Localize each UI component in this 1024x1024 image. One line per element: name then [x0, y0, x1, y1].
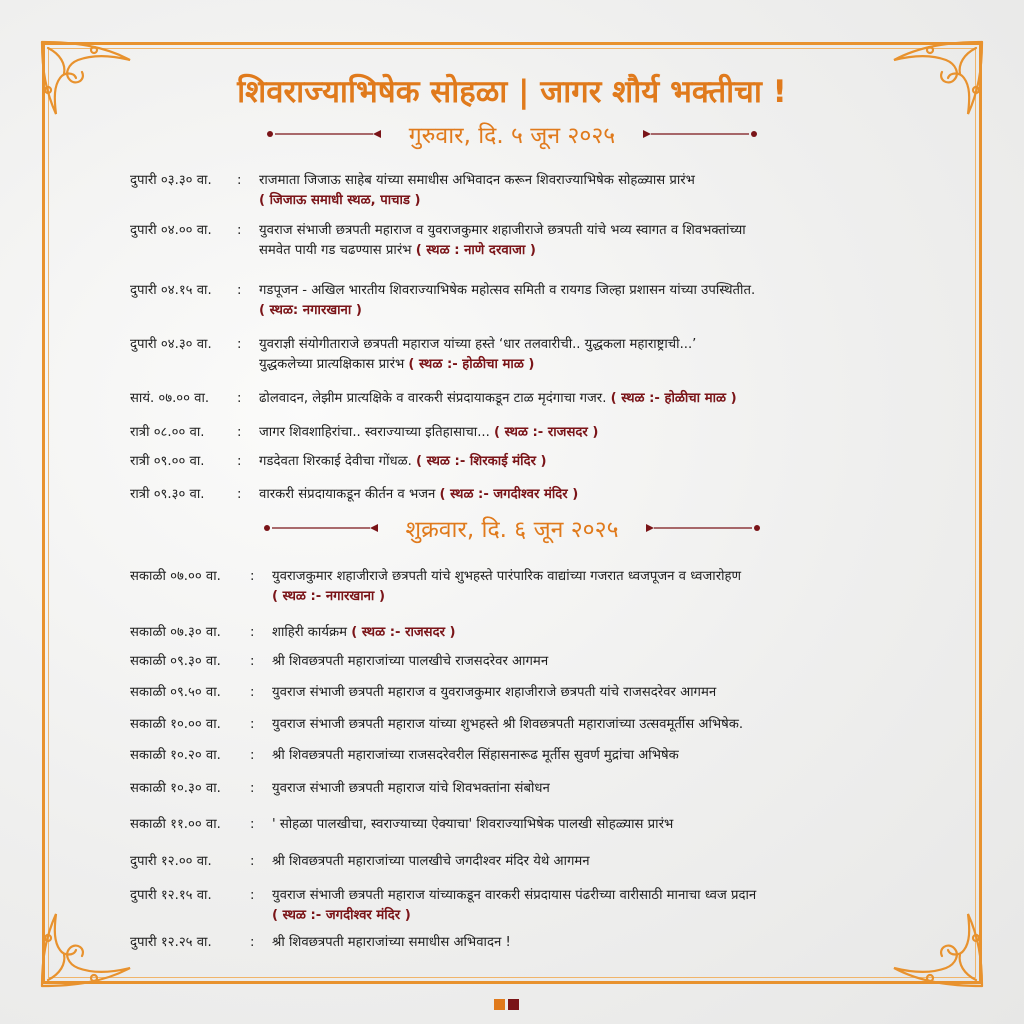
description-line	[272, 683, 716, 703]
event-time: सकाळी ०९.३० वा.	[130, 654, 221, 669]
divider-ornament-icon	[644, 522, 762, 534]
event-description	[272, 683, 716, 703]
time-separator: :	[237, 425, 242, 440]
time-separator: :	[237, 223, 242, 238]
time-separator: :	[237, 283, 242, 298]
event-description	[259, 485, 578, 505]
time-separator: :	[250, 888, 255, 903]
time-separator: :	[237, 391, 242, 406]
event-description	[259, 389, 737, 409]
time-separator: :	[237, 454, 242, 469]
description-line	[272, 652, 548, 672]
description-line	[272, 815, 673, 835]
description-text: श्री शिवछत्रपती महाराजांच्या पालखीचे जगदीश्वर मंदिर येथे आगमन	[272, 854, 590, 869]
day-heading-text: शुक्रवार, दि. ६ जून २०२५	[405, 517, 619, 543]
description-line	[272, 933, 511, 953]
divider-ornament-icon	[641, 128, 759, 140]
corner-ornament-icon	[880, 904, 990, 994]
event-time: दुपारी ०४.१५ वा.	[130, 283, 212, 298]
time-separator: :	[237, 487, 242, 502]
event-time: रात्री ०९.०० वा.	[130, 454, 205, 469]
description-line	[259, 335, 696, 355]
description-line	[272, 715, 743, 735]
description-line	[272, 746, 679, 766]
description-text: युद्धकलेच्या प्रात्यक्षिकास प्रारंभ	[259, 357, 409, 372]
location-text: ( स्थळ :- होळीचा माळ )	[610, 391, 737, 406]
time-separator: :	[237, 337, 242, 352]
event-description	[272, 886, 756, 926]
event-description	[259, 452, 547, 472]
orange-square-icon	[494, 999, 505, 1010]
event-description	[272, 933, 511, 953]
description-line	[259, 221, 746, 241]
description-line	[259, 241, 746, 261]
event-time: सकाळी १०.३० वा.	[130, 781, 221, 796]
location-text: ( स्थळ :- राजसदर )	[351, 625, 456, 640]
description-line	[272, 587, 741, 607]
event-time: सकाळी ०७.०० वा.	[130, 569, 221, 584]
description-text: युवराज संभाजी छत्रपती महाराज व युवराजकुमार शहाजीराजे छत्रपती यांचे भव्य स्वागत व शिवभक्तांच्या	[259, 223, 746, 238]
description-line	[272, 852, 590, 872]
event-time: सकाळी ०९.५० वा.	[130, 685, 221, 700]
description-text: ढोलवादन, लेझीम प्रात्यक्षिके व वारकरी संप्रदायाकडून टाळ मृदंगाचा गजर.	[259, 391, 611, 406]
location-text: ( स्थळ: नगारखाना )	[259, 303, 362, 318]
event-time: रात्री ०८.०० वा.	[130, 425, 205, 440]
event-time: सायं. ०७.०० वा.	[130, 391, 210, 406]
event-description	[259, 423, 598, 443]
time-separator: :	[250, 569, 255, 584]
time-separator: :	[250, 625, 255, 640]
description-line	[259, 355, 696, 375]
description-text: युवराज संभाजी छत्रपती महाराज यांच्या शुभहस्ते श्री शिवछत्रपती महाराजांच्या उत्सवमूर्तीस अभिषेक.	[272, 717, 744, 732]
description-text: राजमाता जिजाऊ साहेब यांच्या समाधीस अभिवादन करून शिवराज्याभिषेक सोहळ्यास प्रारंभ	[259, 173, 695, 188]
description-text: युवराज्ञी संयोगीताराजे छत्रपती महाराज यांच्या हस्ते ‘धार तलवारीची.. युद्धकला महाराष्ट्राची...’	[259, 337, 697, 352]
time-separator: :	[250, 781, 255, 796]
description-line	[272, 779, 550, 799]
time-separator: :	[250, 854, 255, 869]
event-description	[272, 779, 550, 799]
description-text: श्री शिवछत्रपती महाराजांच्या पालखीचे राजसदरेवर आगमन	[272, 654, 549, 669]
footer-dots	[494, 995, 522, 1014]
event-description	[259, 281, 755, 321]
description-line	[272, 623, 456, 643]
corner-ornament-icon	[34, 904, 144, 994]
description-line	[272, 906, 756, 926]
divider-ornament-icon	[265, 128, 383, 140]
description-text: जागर शिवशाहिरांचा.. स्वराज्याच्या इतिहासाचा...	[259, 425, 494, 440]
time-separator: :	[250, 748, 255, 763]
event-time: सकाळी १०.०० वा.	[130, 717, 221, 732]
event-description	[272, 815, 673, 835]
event-time: दुपारी १२.२५ वा.	[130, 935, 212, 950]
event-description	[259, 221, 746, 261]
time-separator: :	[250, 717, 255, 732]
event-time: दुपारी १२.१५ वा.	[130, 888, 212, 903]
event-time: दुपारी ०४.३० वा.	[130, 337, 212, 352]
description-line	[259, 452, 547, 472]
event-description	[272, 652, 548, 672]
day-heading-text: गुरुवार, दि. ५ जून २०२५	[408, 123, 616, 149]
description-line	[259, 301, 755, 321]
description-text: श्री शिवछत्रपती महाराजांच्या राजसदरेवरील सिंहासनारूढ मूर्तीस सुवर्ण मुद्रांचा अभिषेक	[272, 748, 679, 763]
event-description	[259, 335, 696, 375]
description-text: गडदेवता शिरकाई देवीचा गोंधळ.	[259, 454, 417, 469]
event-description	[272, 746, 679, 766]
description-line	[259, 389, 737, 409]
time-separator: :	[237, 173, 242, 188]
event-time: दुपारी १२.०० वा.	[130, 854, 212, 869]
description-text: युवराजकुमार शहाजीराजे छत्रपती यांचे शुभहस्ते पारंपारिक वाद्यांच्या गजरात ध्वजपूजन व ध्वजारोहण	[272, 569, 742, 584]
location-text: ( स्थळ :- राजसदर )	[493, 425, 599, 440]
description-line	[272, 567, 741, 587]
page-title: शिवराज्याभिषेक सोहळा | जागर शौर्य भक्तीचा !	[237, 74, 787, 110]
description-text: श्री शिवछत्रपती महाराजांच्या समाधीस अभिवादन !	[272, 935, 511, 950]
event-description	[272, 852, 590, 872]
description-line	[259, 485, 578, 505]
description-line	[259, 423, 598, 443]
divider-ornament-icon	[262, 522, 380, 534]
description-line	[259, 281, 755, 301]
event-time: दुपारी ०४.०० वा.	[130, 223, 212, 238]
location-text: ( स्थळ :- जगदीश्वर मंदिर )	[439, 487, 579, 502]
description-text: युवराज संभाजी छत्रपती महाराज व युवराजकुमार शहाजीराजे छत्रपती यांचे राजसदरेवर आगमन	[272, 685, 717, 700]
time-separator: :	[250, 685, 255, 700]
description-text: वारकरी संप्रदायाकडून कीर्तन व भजन	[259, 487, 440, 502]
description-line	[259, 191, 695, 211]
location-text: ( स्थळ :- होळीचा माळ )	[408, 357, 535, 372]
description-text: युवराज संभाजी छत्रपती महाराज यांचे शिवभक्तांना संबोधन	[272, 781, 550, 796]
time-separator: :	[250, 935, 255, 950]
time-separator: :	[250, 817, 255, 832]
description-text: ' सोहळा पालखीचा, स्वराज्याच्या ऐक्याचा' शिवराज्याभिषेक पालखी सोहळ्यास प्रारंभ	[272, 817, 674, 832]
description-text: गडपूजन - अखिल भारतीय शिवराज्याभिषेक महोत्सव समिती व रायगड जिल्हा प्रशासन यांच्या उपस्थितीत.	[259, 283, 756, 298]
location-text: ( जिजाऊ समाधी स्थळ, पाचाड )	[259, 193, 421, 208]
event-time: सकाळी ११.०० वा.	[130, 817, 221, 832]
location-text: ( स्थळ :- नगारखाना )	[272, 589, 385, 604]
event-description	[272, 567, 741, 607]
description-line	[259, 171, 695, 191]
event-time: सकाळी १०.२० वा.	[130, 748, 221, 763]
description-line	[272, 886, 756, 906]
day-heading-2	[0, 512, 1024, 544]
time-separator: :	[250, 654, 255, 669]
description-text: युवराज संभाजी छत्रपती महाराज यांच्याकडून वारकरी संप्रदायास पंढरीच्या वारीसाठी मानाचा ध्वज प्रदान	[272, 888, 757, 903]
event-time: दुपारी ०३.३० वा.	[130, 173, 212, 188]
description-text: शाहिरी कार्यक्रम	[272, 625, 352, 640]
description-text: समवेत पायी गड चढण्यास प्रारंभ	[259, 243, 416, 258]
location-text: ( स्थळ :- शिरकाई मंदिर )	[416, 454, 547, 469]
location-text: ( स्थळ : नाणे दरवाजा )	[415, 243, 536, 258]
event-time: रात्री ०९.३० वा.	[130, 487, 205, 502]
event-time: सकाळी ०७.३० वा.	[130, 625, 221, 640]
maroon-square-icon	[508, 999, 519, 1010]
event-description	[272, 715, 743, 735]
event-description	[259, 171, 695, 211]
location-text: ( स्थळ :- जगदीश्वर मंदिर )	[272, 908, 411, 923]
day-heading-1	[0, 118, 1024, 150]
event-description	[272, 623, 456, 643]
